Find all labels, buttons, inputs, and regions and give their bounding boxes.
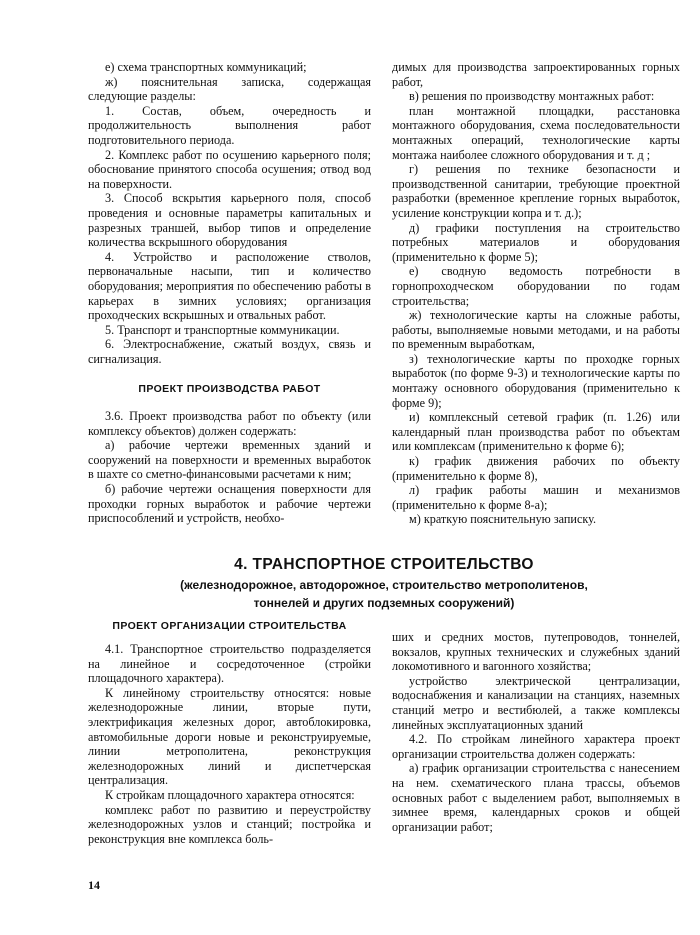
paragraph: в) решения по производству монтажных работ: <box>409 89 655 104</box>
paragraph: к) график движения рабочих по объекту (применительно к форме 8), <box>392 454 680 483</box>
paragraph: а) рабочие чертежи временных зданий и сооружений на поверхности и временных выработок в шахте со сметно-финансовыми расчетами к ним; <box>88 438 371 482</box>
paragraph: 2. Комплекс работ по осушению карьерного поля; обоснование принятого способа осушения; отвод вод на поверхности. <box>88 147 371 191</box>
paragraph: д) графики поступления на строительство потребных материалов и оборудования (применительно к форме 5); <box>392 220 680 264</box>
section-heading: ПРОЕКТ ПРОИЗВОДСТВА РАБОТ <box>138 383 321 396</box>
paragraph: л) график работы машин и механизмов (применительно к форме 8-а); <box>392 483 680 512</box>
paragraph: г) решения по технике безопасности и производственной санитарии, требующие проектной разработки (временное крепление горных выработок, усиление конструкции копра и т. д.); <box>392 162 680 220</box>
paragraph: ж) пояснительная записка, содержащая следующие разделы: <box>88 74 371 104</box>
paragraph: ж) технологические карты на сложные работы, работы, выполняемые новыми методами, и на работы по временным выработкам, <box>392 308 680 352</box>
paragraph: а) график организации строительства с нанесением на нем. схематического плана трассы, объемов основных работ с выделением работ, выполняемых в зимнее время, календарных сроков и общей организации работ; <box>392 761 680 834</box>
right-column-bottom <box>392 630 680 834</box>
paragraph: 3.6. Проект производства работ по объекту (или комплексу объектов) должен содержать: <box>88 409 371 438</box>
paragraph: 5. Транспорт и транспортные коммуникации. <box>105 322 340 337</box>
chapter-heading <box>88 556 680 610</box>
chapter-subtitle-line-2: тоннелей и других подземных сооружений) <box>253 596 515 610</box>
left-column-top <box>88 60 371 526</box>
paragraph: м) краткую пояснительную записку. <box>409 512 597 527</box>
paragraph: план монтажной площадки, расстановка монтажного оборудования, схема последовательности монтажных операций, технологические карты монтажа наиболее сложного оборудования и т. д ; <box>392 103 680 162</box>
paragraph: е) сводную ведомость потребности в горнопроходческом оборудовании по годам строительства; <box>392 264 680 308</box>
paragraph: комплекс работ по развитию и переустройству железнодорожных узлов и станций; постройка и реконструкция вне комплекса боль- <box>88 802 371 846</box>
chapter-title: 4. ТРАНСПОРТНОЕ СТРОИТЕЛЬСТВО <box>234 556 534 573</box>
right-column-top <box>392 60 680 527</box>
paragraph: К стройкам площадочного характера относятся: <box>105 787 355 802</box>
chapter-subtitle-line-1: (железнодорожное, автодорожное, строительство метрополитенов, <box>180 578 588 592</box>
paragraph: и) комплексный сетевой график (п. 1.26) или календарный план производства работ по объектам или комплексам (применительно к форме 6); <box>392 410 680 454</box>
paragraph: устройство электрической централизации, водоснабжения и канализации на станциях, наземных станций метро и вестибюлей, а также комплексы линейных эксплуатационных зданий <box>392 673 680 732</box>
paragraph: з) технологические карты по проходке горных выработок (по форме 9-3) и технологические карты по монтажу основного оборудования (применительно к форме 9); <box>392 351 680 410</box>
paragraph: е) схема транспортных коммуникаций; <box>105 60 307 74</box>
paragraph: б) рабочие чертежи оснащения поверхности для проходки горных выработок и рабочие чертежи приспособлений и устройств, необхо- <box>88 482 371 526</box>
paragraph: ших и средних мостов, путепроводов, тоннелей, вокзалов, крупных технических и служебных зданий локомотивного и вагонного хозяйства; <box>392 630 680 674</box>
paragraph: 6. Электроснабжение, сжатый воздух, связь и сигнализация. <box>88 337 371 366</box>
paragraph: димых для производства запроектированных горных работ, <box>392 60 680 89</box>
paragraph: К линейному строительству относятся: новые железнодорожные линии, вторые пути, электрификация железных дорог, автоблокировка, автомобильные дороги новые и реконструируемые, линии метрополитена, реконструкция железнодорожных линий и диспетчерская централизация. <box>88 685 371 788</box>
paragraph: 1. Состав, объем, очередность и продолжительность выполнения работ подготовительного периода. <box>88 103 371 147</box>
section-heading: ПРОЕКТ ОРГАНИЗАЦИИ СТРОИТЕЛЬСТВА <box>112 620 347 632</box>
paragraph: 4.1. Транспортное строительство подразделяется на линейное и сосредоточенное (стройки площадочного характера). <box>88 642 371 686</box>
page-number: 14 <box>88 878 100 892</box>
paragraph: 4. Устройство и расположение стволов, первоначальные насыпи, тип и количество оборудования; мероприятия по обеспечению работы в карьерах в зимних условиях; организация проходческих вскрышных и отвальных работ. <box>88 249 371 323</box>
paragraph: 3. Способ вскрытия карьерного поля, способ проведения и основные параметры капитальных и разрезных траншей, выбор типов и определение количества вскрышного оборудования <box>88 191 371 250</box>
left-column-bottom <box>88 642 371 846</box>
paragraph: 4.2. По стройкам линейного характера проект организации строительства должен содержать: <box>392 732 680 761</box>
